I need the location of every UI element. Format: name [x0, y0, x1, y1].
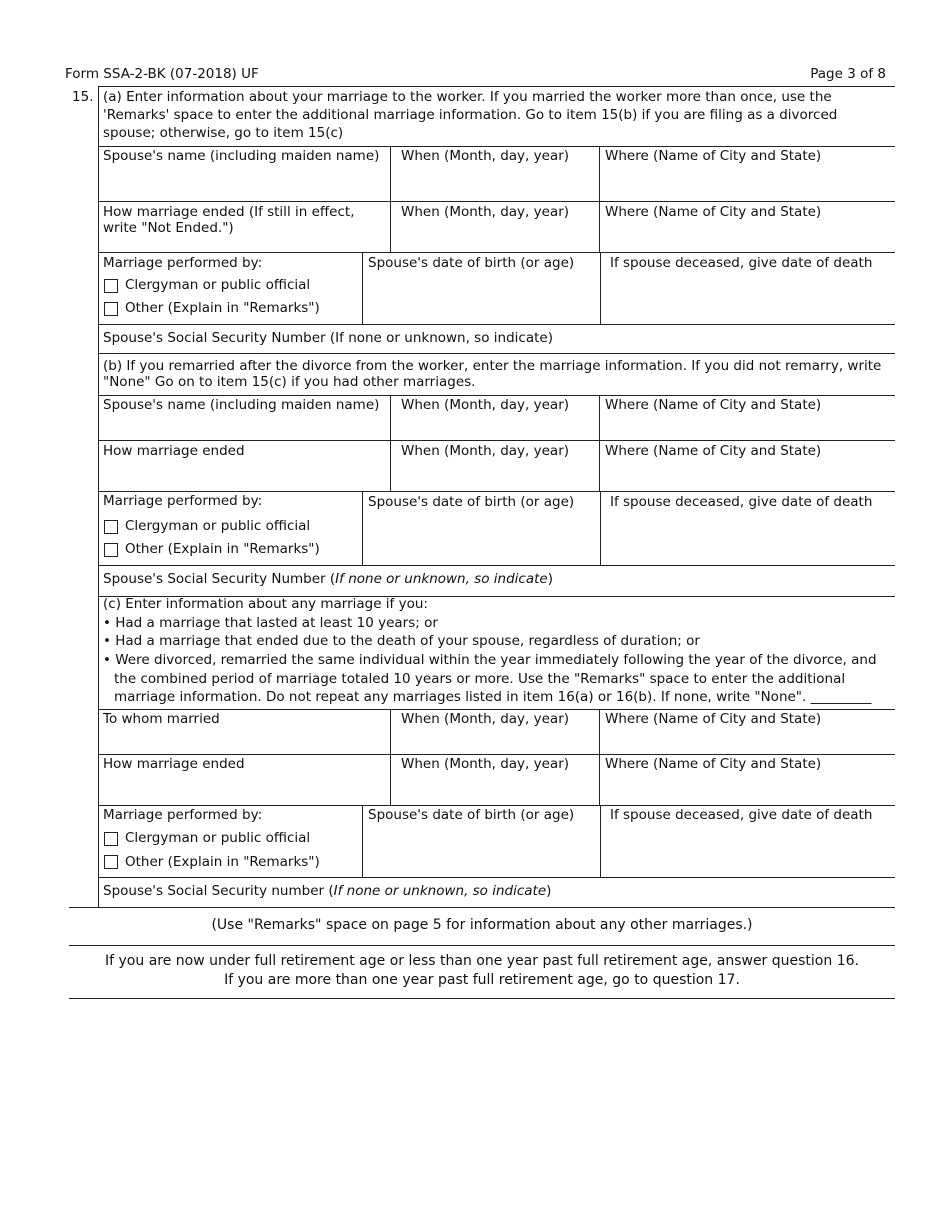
part-c-marriage-where-label: Where (Name of City and State) [605, 711, 822, 727]
part-b-ssn-label-prefix: Spouse's Social Security Number ( [103, 571, 336, 587]
part-a-ended-where-label: Where (Name of City and State) [605, 204, 822, 220]
part-b-ended-when-label: When (Month, day, year) [401, 443, 570, 459]
part-c-to-whom-label: To whom married [103, 711, 220, 727]
part-c-ended-when-field[interactable] [392, 774, 597, 803]
divider [390, 395, 391, 491]
part-c-marriage-where-field[interactable] [601, 729, 893, 753]
divider [98, 146, 895, 147]
instruction-line-2: If you are more than one year past full retirement age, go to question 17. [224, 972, 740, 988]
part-b-spouse-name-label: Spouse's name (including maiden name) [103, 397, 380, 413]
instruction-line-1: If you are now under full retirement age or less than one year past full retirement age, answer question 16. [105, 953, 859, 969]
divider [98, 754, 895, 755]
part-a-ended-when-label: When (Month, day, year) [401, 204, 570, 220]
table-top-border [98, 86, 895, 87]
divider [98, 201, 895, 202]
part-a-how-ended-label-1: How marriage ended (If still in effect, [103, 204, 355, 220]
part-c-performed-by-label: Marriage performed by: [103, 807, 263, 823]
part-b-clergy-label: Clergyman or public official [125, 518, 311, 534]
part-c-other-checkbox[interactable] [104, 855, 118, 869]
part-a-dob-field[interactable] [364, 274, 598, 322]
part-b-dob-field[interactable] [364, 513, 598, 563]
part-a-dob-label: Spouse's date of birth (or age) [368, 255, 575, 271]
divider [600, 491, 601, 565]
divider [600, 805, 601, 877]
part-b-dob-label: Spouse's date of birth (or age) [368, 494, 575, 510]
part-c-other-label: Other (Explain in "Remarks") [125, 854, 320, 870]
divider [69, 945, 895, 946]
part-c-ssn-label [103, 883, 551, 899]
part-b-ssn-field[interactable] [570, 568, 893, 594]
part-b-marriage-when-label: When (Month, day, year) [401, 397, 570, 413]
part-c-ended-where-field[interactable] [601, 774, 893, 803]
part-b-other-label: Other (Explain in "Remarks") [125, 541, 320, 557]
part-c-marriage-when-field[interactable] [392, 729, 597, 753]
divider [390, 709, 391, 805]
divider [599, 709, 600, 805]
part-a-ssn-field[interactable] [570, 327, 893, 351]
part-a-marriage-where-label: Where (Name of City and State) [605, 148, 822, 164]
part-a-other-checkbox[interactable] [104, 302, 118, 316]
part-a-other-label: Other (Explain in "Remarks") [125, 300, 320, 316]
part-a-death-field[interactable] [602, 274, 893, 322]
part-c-ssn-label-italic: If none or unknown, so indicate [333, 883, 547, 899]
part-b-intro-line-2: "None" Go on to item 15(c) if you had other marriages. [103, 374, 476, 390]
part-a-ended-where-field[interactable] [601, 222, 893, 250]
divider [599, 395, 600, 491]
divider [362, 805, 363, 877]
part-c-intro-line-4: • Were divorced, remarried the same individual within the year immediately following the year of the divorce, and [103, 652, 877, 668]
part-c-ssn-label-prefix: Spouse's Social Security number ( [103, 883, 334, 899]
part-b-marriage-where-field[interactable] [601, 415, 893, 439]
item-number: 15. [72, 89, 94, 105]
part-a-marriage-where-field[interactable] [601, 166, 893, 200]
part-b-clergy-checkbox[interactable] [104, 520, 118, 534]
part-a-spouse-name-field[interactable] [100, 166, 388, 200]
part-b-ssn-label [103, 571, 553, 587]
part-c-intro-line-5: the combined period of marriage totaled 10 years or more. Use the "Remarks" space to enter the additional [114, 671, 846, 687]
table-left-border [98, 86, 99, 908]
part-c-ssn-field[interactable] [570, 880, 893, 906]
divider [600, 252, 601, 324]
part-c-intro-line-2: • Had a marriage that lasted at least 10 years; or [103, 615, 438, 631]
part-a-ended-when-field[interactable] [392, 222, 597, 250]
part-b-how-ended-label: How marriage ended [103, 443, 245, 459]
part-a-intro-line-2: 'Remarks' space to enter the additional marriage information. Go to item 15(b) if you are filing as a divorced [103, 107, 838, 123]
part-c-clergy-label: Clergyman or public official [125, 830, 311, 846]
remarks-note: (Use "Remarks" space on page 5 for information about any other marriages.) [211, 917, 753, 933]
part-c-how-ended-field[interactable] [100, 774, 388, 803]
part-b-other-checkbox[interactable] [104, 543, 118, 557]
part-a-spouse-name-label: Spouse's name (including maiden name) [103, 148, 380, 164]
part-c-death-field[interactable] [602, 826, 893, 875]
divider [599, 146, 600, 252]
part-a-clergy-label: Clergyman or public official [125, 277, 311, 293]
part-a-marriage-when-label: When (Month, day, year) [401, 148, 570, 164]
part-b-death-label: If spouse deceased, give date of death [610, 494, 873, 510]
part-b-ended-when-field[interactable] [392, 461, 597, 489]
part-c-intro-line-6: marriage information. Do not repeat any marriages listed in item 16(a) or 16(b). If none, write "None". _________ [114, 689, 872, 705]
part-a-performed-by-label: Marriage performed by: [103, 255, 263, 271]
part-c-clergy-checkbox[interactable] [104, 832, 118, 846]
form-id: Form SSA-2-BK (07-2018) UF [65, 66, 259, 82]
part-c-intro-line-3: • Had a marriage that ended due to the death of your spouse, regardless of duration; or [103, 633, 700, 649]
part-c-to-whom-field[interactable] [100, 729, 388, 753]
part-a-intro-line-3: spouse; otherwise, go to item 15(c) [103, 125, 344, 141]
part-a-death-label: If spouse deceased, give date of death [610, 255, 873, 271]
part-c-ssn-label-suffix: ) [546, 883, 552, 899]
part-b-ssn-label-suffix: ) [547, 571, 553, 587]
divider [69, 907, 895, 908]
part-b-ended-where-field[interactable] [601, 461, 893, 489]
part-b-death-field[interactable] [602, 513, 893, 563]
divider [98, 353, 895, 354]
divider [362, 252, 363, 324]
part-c-dob-label: Spouse's date of birth (or age) [368, 807, 575, 823]
divider [98, 395, 895, 396]
divider [390, 146, 391, 252]
divider [98, 440, 895, 441]
divider [362, 491, 363, 565]
part-c-ended-where-label: Where (Name of City and State) [605, 756, 822, 772]
part-b-marriage-when-field[interactable] [392, 415, 597, 439]
part-c-how-ended-label: How marriage ended [103, 756, 245, 772]
part-a-marriage-when-field[interactable] [392, 166, 597, 200]
divider [98, 877, 895, 878]
part-b-performed-by-label: Marriage performed by: [103, 493, 263, 509]
part-c-intro-line-1: (c) Enter information about any marriage if you: [103, 596, 428, 612]
part-a-ssn-label: Spouse's Social Security Number (If none or unknown, so indicate) [103, 330, 553, 346]
divider [98, 324, 895, 325]
part-c-none-field[interactable] [804, 688, 888, 706]
part-c-ended-when-label: When (Month, day, year) [401, 756, 570, 772]
part-b-spouse-name-field[interactable] [100, 415, 388, 439]
part-a-how-ended-label-2: write "Not Ended.") [103, 220, 234, 236]
part-b-intro-line-1: (b) If you remarried after the divorce from the worker, enter the marriage information. If you did not remarry, write [103, 358, 882, 374]
part-b-ended-where-label: Where (Name of City and State) [605, 443, 822, 459]
divider [98, 491, 895, 492]
divider [69, 998, 895, 999]
part-c-death-label: If spouse deceased, give date of death [610, 807, 873, 823]
divider [98, 565, 895, 566]
part-a-intro-line-1: (a) Enter information about your marriage to the worker. If you married the worker more than once, use the [103, 89, 832, 105]
part-b-how-ended-field[interactable] [100, 461, 388, 489]
part-c-marriage-when-label: When (Month, day, year) [401, 711, 570, 727]
divider [98, 805, 895, 806]
part-c-dob-field[interactable] [364, 826, 598, 875]
divider [98, 709, 895, 710]
part-b-ssn-label-italic: If none or unknown, so indicate [335, 571, 548, 587]
part-a-clergy-checkbox[interactable] [104, 279, 118, 293]
part-b-marriage-where-label: Where (Name of City and State) [605, 397, 822, 413]
page-number: Page 3 of 8 [810, 66, 886, 82]
divider [98, 252, 895, 253]
